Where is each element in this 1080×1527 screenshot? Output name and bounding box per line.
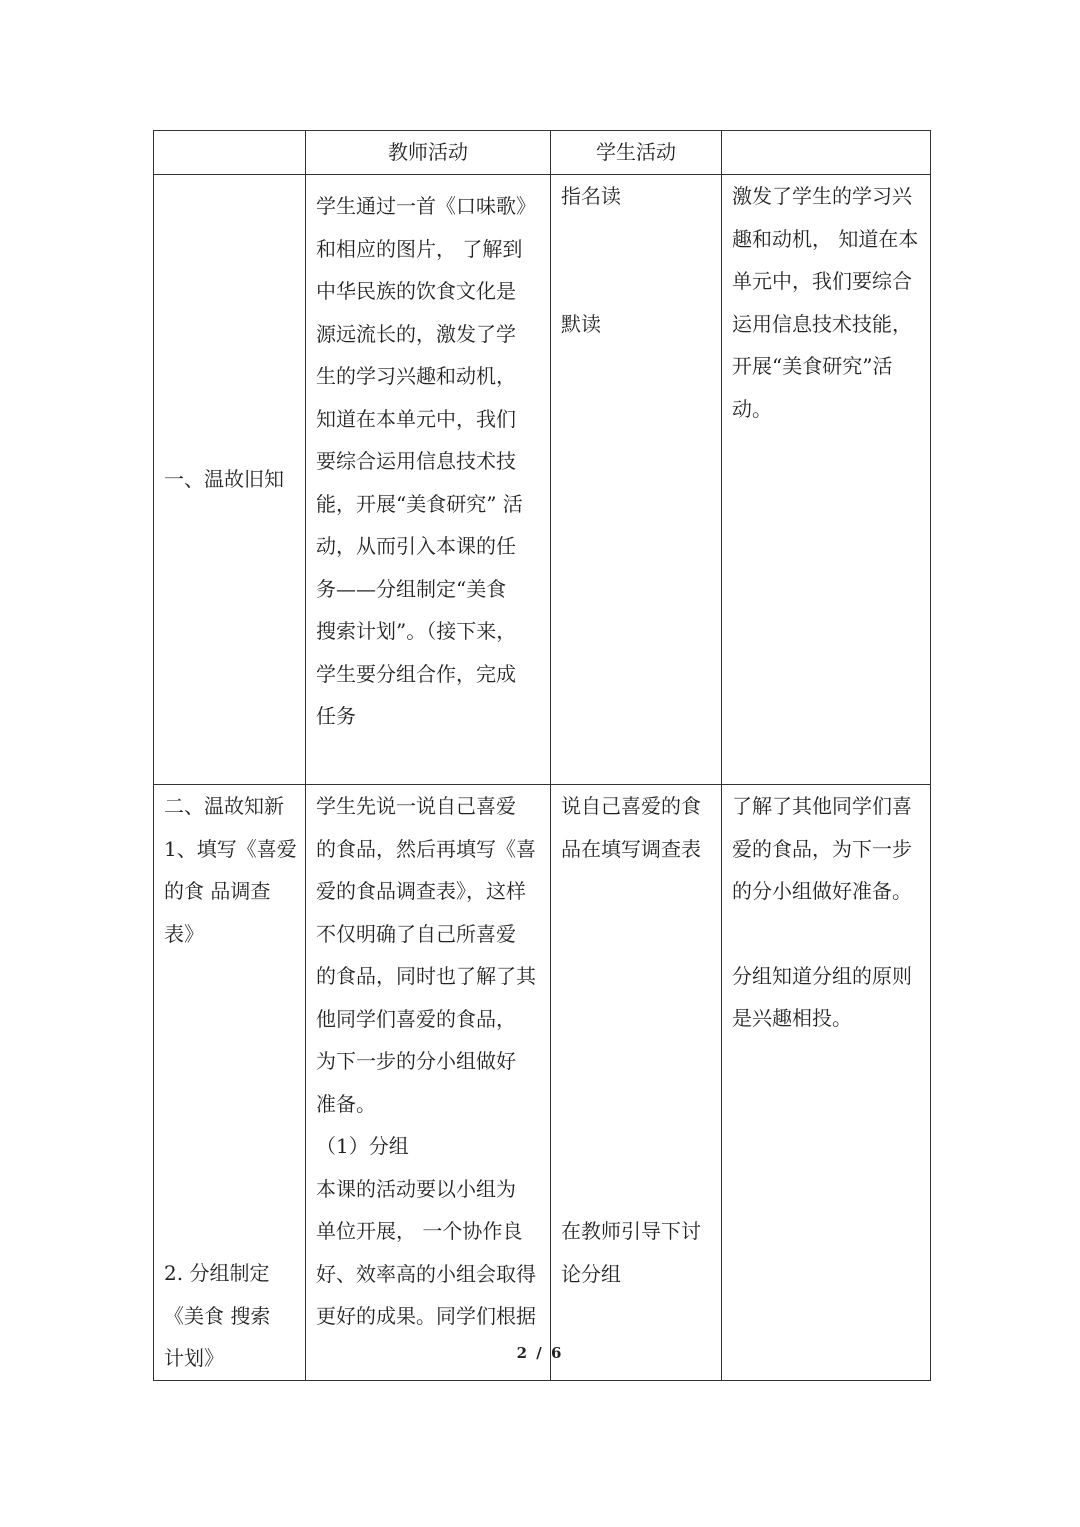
purpose-text-a: 了解了其他同学们喜 爱的食品，为下一步 的分小组做好准备。	[732, 794, 912, 903]
table-header-row	[154, 131, 931, 175]
teacher-activity-text: 学生先说一说自己喜爱 的食品，然后再填写《喜 爱的食品调查表》，这样 不仅明确了自己所喜爱 的食品，同时也了解了其 他同学们喜爱的食品， 为下一步的分小组做好 准备。 （1）分组 本课的活动要以小组为 单位开展， 一个协作良 好、效率高的小组会取得 更好的成果。同学们根据	[316, 794, 536, 1328]
stage-text-a: 二、温故知新 1、填写《喜爱 的食 品调查 表》	[164, 794, 297, 946]
purpose-cell	[722, 785, 931, 1381]
student-activity-text-b: 在教师引导下讨 论分组	[561, 1219, 701, 1286]
purpose-cell	[722, 175, 931, 785]
spacer	[154, 955, 305, 1252]
header-cell-student: 学生活动	[551, 131, 722, 175]
student-activity-cell	[551, 175, 722, 785]
student-activity-text-a: 说自己喜爱的食 品在填写调查表	[561, 794, 701, 861]
table-row	[154, 175, 931, 785]
teacher-activity-cell	[306, 175, 551, 785]
header-cell-teacher: 教师活动	[306, 131, 551, 175]
header-cell-stage	[154, 131, 306, 175]
stage-cell	[154, 785, 306, 1381]
stage-cell	[154, 175, 306, 785]
teacher-activity-text: 学生通过一首《口味歌》 和相应的图片， 了解到 中华民族的饮食文化是 源远流长的，激发了学 生的学习兴趣和动机， 知道在本单元中，我们 要综合运用信息技术技 能，开展“美食研究” 活 动，从而引入本课的任 务——分组制定“美食 搜索计划”。（接下来， 学生要分组合作，完成 任务	[316, 194, 536, 728]
lesson-plan-table	[153, 130, 931, 1381]
student-activity-text-a: 指名读	[561, 184, 621, 208]
spacer	[722, 913, 930, 955]
header-cell-purpose	[722, 131, 931, 175]
table-row	[154, 785, 931, 1381]
purpose-text-b: 分组知道分组的原则 是兴趣相投。	[732, 963, 912, 1030]
student-activity-cell	[551, 785, 722, 1381]
purpose-text: 激发了学生的学习兴 趣和动机， 知道在本 单元中，我们要综合 运用信息技术技能， 开展“美食研究”活 动。	[732, 184, 919, 421]
spacer	[551, 218, 721, 303]
teacher-activity-cell	[306, 785, 551, 1381]
stage-text-b: 2. 分组制定 《美食 搜索 计划》	[164, 1261, 271, 1370]
stage-text: 一、温故旧知	[164, 467, 284, 492]
spacer	[551, 870, 721, 1210]
page-indicator: 2 / 6	[516, 1344, 564, 1362]
student-activity-text-b: 默读	[561, 311, 601, 336]
